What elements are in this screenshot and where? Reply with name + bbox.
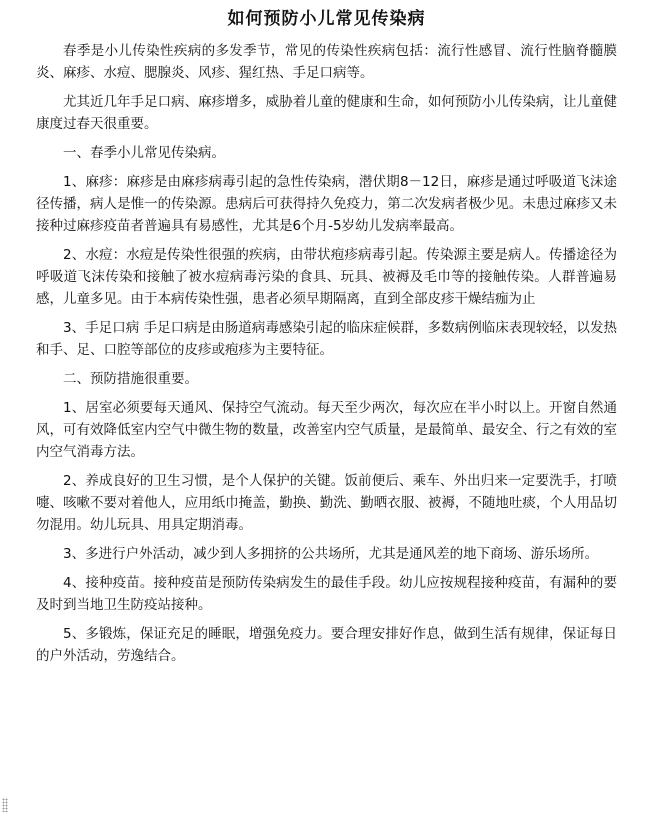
paragraph-intro: 春季是小儿传染性疾病的多发季节，常见的传染性疾病包括：流行性感冒、流行性脑脊髓膜炎、麻疹、水痘、腮腺炎、风疹、猩红热、手足口病等。 xyxy=(36,43,617,81)
paragraph-ventilation: 1、居室必须要每天通风、保持空气流动。每天至少两次，每次应在半小时以上。开窗自然通风，可有效降低室内空气中微生物的数量，改善室内空气质量，是最简单、最安全、行之有效的室内空气消毒方法。 xyxy=(36,400,617,460)
paragraph-exercise: 5、多锻炼，保证充足的睡眠，增强免疫力。要合理安排好作息，做到生活有规律，保证每日的户外活动，劳逸结合。 xyxy=(36,626,617,664)
paragraph-measles: 1、麻疹：麻疹是由麻疹病毒引起的急性传染病，潜伏期8－12日，麻疹是通过呼吸道飞沫途径传播，病人是惟一的传染源。患病后可获得持久免疫力，第二次发病者极少见。未患过麻疹又未接种过麻疹疫苗者普遍具有易感性，尤其是6个月-5岁幼儿发病率最高。 xyxy=(36,174,617,234)
paragraph-importance: 尤其近几年手足口病、麻疹增多，威胁着儿童的健康和生命，如何预防小儿传染病，让儿童健康度过春天很重要。 xyxy=(36,94,617,132)
paragraph-chickenpox: 2、水痘：水痘是传染性很强的疾病，由带状疱疹病毒引起。传染源主要是病人。传播途径为呼吸道飞沫传染和接触了被水痘病毒污染的食具、玩具、被褥及毛巾等的接触传染。人群普遍易感，儿童多见。由于本病传染性强，患者必须早期隔离，直到全部皮疹干燥结痂为止 xyxy=(36,247,617,307)
section-heading-diseases: 一、春季小儿常见传染病。 xyxy=(63,145,225,161)
section-heading-prevention: 二、预防措施很重要。 xyxy=(63,371,198,387)
paragraph-vaccination: 4、接种疫苗。接种疫苗是预防传染病发生的最佳手段。幼儿应按规程接种疫苗，有漏种的要及时到当地卫生防疫站接种。 xyxy=(36,575,617,613)
paragraph-hand-foot-mouth: 3、手足口病 手足口病是由肠道病毒感染引起的临床症候群，多数病例临床表现较轻，以发热和手、足、口腔等部位的皮疹或疱疹为主要特征。 xyxy=(36,320,617,358)
paragraph-outdoor: 3、多进行户外活动，减少到人多拥挤的公共场所，尤其是通风差的地下商场、游乐场所。 xyxy=(63,546,599,562)
document-title: 如何预防小儿常见传染病 xyxy=(227,9,426,29)
paragraph-hygiene: 2、养成良好的卫生习惯，是个人保护的关键。饭前便后、乘车、外出归来一定要洗手，打喷嚏、咳嗽不要对着他人，应用纸巾掩盖，勤换、勤洗、勤晒衣服、被褥，不随地吐痰，个人用品切勿混用。幼儿玩具、用具定期消毒。 xyxy=(36,473,617,533)
margin-dots xyxy=(2,798,8,812)
